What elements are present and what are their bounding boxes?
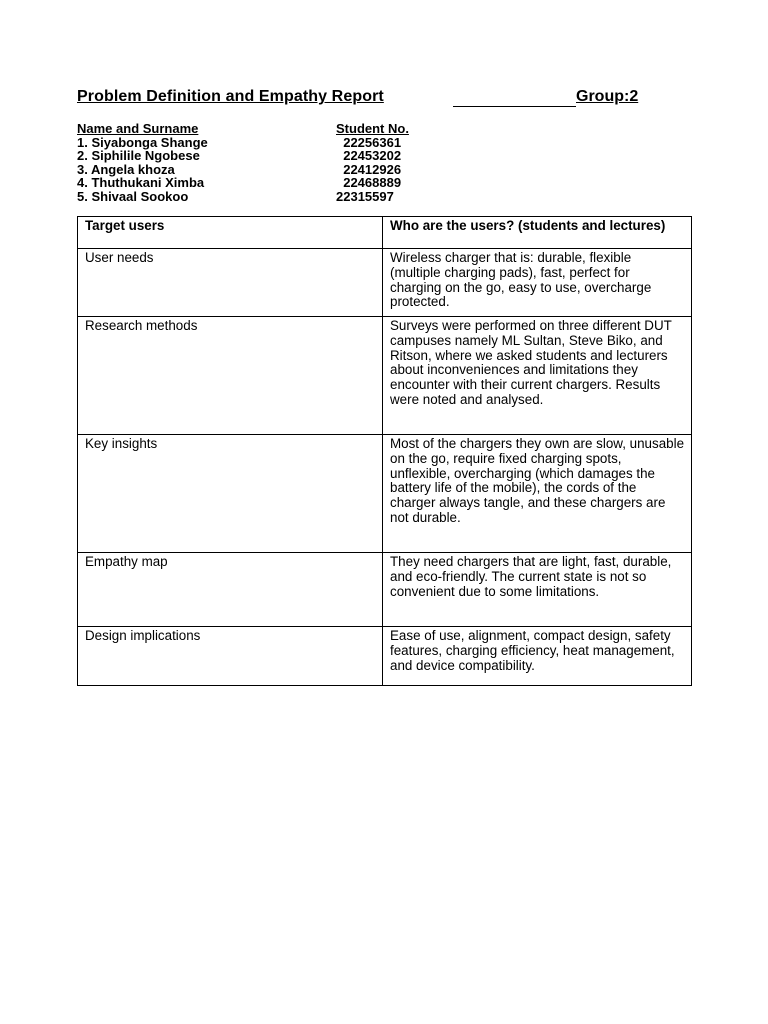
row-content: Most of the chargers they own are slow, unusable on the go, require fixed charging spots, unflexible, overcharging (which damages the battery life of the mobile), the cords of the charger always tangle, and these chargers are not durable.: [383, 435, 692, 553]
report-table: [77, 216, 692, 686]
member-name: 3. Angela khoza: [77, 161, 175, 177]
row-content: Who are the users? (students and lectures): [383, 217, 692, 249]
number-column-header: Student No.: [336, 121, 409, 136]
row-label: Empathy map: [78, 553, 383, 627]
member-row: [77, 190, 409, 204]
table-row: [78, 217, 692, 249]
member-number: 22256361: [336, 134, 402, 150]
member-row: [77, 163, 409, 177]
document-title: Problem Definition and Empathy Report: [77, 88, 384, 105]
member-number: 22468889: [336, 175, 402, 191]
group-label: Group:2: [576, 88, 639, 105]
table-row: [78, 435, 692, 553]
row-label: Key insights: [78, 435, 383, 553]
row-content: They need chargers that are light, fast, durable, and eco-friendly. The current state is not so convenient due to some limitations.: [383, 553, 692, 627]
member-number: 22315597: [336, 188, 394, 204]
title-underline-gap: [453, 88, 576, 107]
row-label: Research methods: [78, 317, 383, 435]
member-list-header: [77, 122, 409, 136]
table-row: [78, 249, 692, 317]
member-row: [77, 176, 409, 190]
row-content: Ease of use, alignment, compact design, safety features, charging efficiency, heat management, and device compatibility.: [383, 627, 692, 686]
member-number: 22412926: [336, 161, 402, 177]
member-row: [77, 136, 409, 150]
member-list: [77, 122, 409, 204]
name-column-header: Name and Surname: [77, 121, 199, 136]
table-row: [78, 627, 692, 686]
row-label: Target users: [78, 217, 383, 249]
row-label: User needs: [78, 249, 383, 317]
member-name: 2. Siphilile Ngobese: [77, 148, 200, 164]
member-number: 22453202: [336, 148, 402, 164]
member-name: 1. Siyabonga Shange: [77, 134, 208, 150]
table-row: [78, 553, 692, 627]
member-name: 5. Shivaal Sookoo: [77, 188, 189, 204]
row-label: Design implications: [78, 627, 383, 686]
member-name: 4. Thuthukani Ximba: [77, 175, 205, 191]
row-content: Wireless charger that is: durable, flexible (multiple charging pads), fast, perfect for charging on the go, easy to use, overcharge protected.: [383, 249, 692, 317]
member-row: [77, 149, 409, 163]
table-row: [78, 317, 692, 435]
row-content: Surveys were performed on three different DUT campuses namely ML Sultan, Steve Biko, and Ritson, where we asked students and lecturers about inconveniences and limitations they encounter with their current chargers. Results were noted and analysed.: [383, 317, 692, 435]
